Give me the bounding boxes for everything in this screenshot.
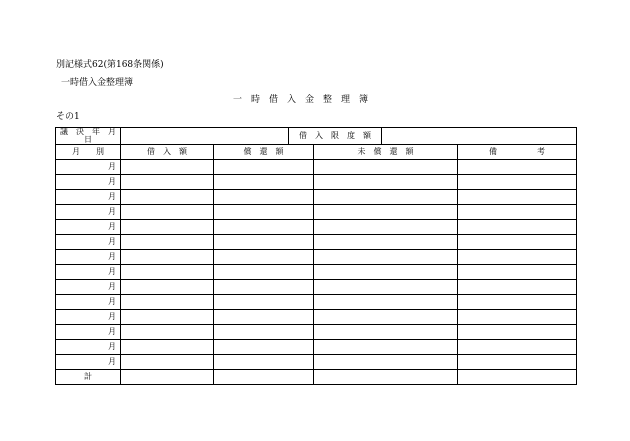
remarks-cell[interactable]: [458, 295, 577, 310]
month-cell[interactable]: 月: [56, 265, 121, 280]
remarks-cell[interactable]: [458, 325, 577, 340]
total-repaid-cell[interactable]: [214, 370, 314, 385]
remarks-cell[interactable]: [458, 280, 577, 295]
remarks-cell[interactable]: [458, 310, 577, 325]
repaid-amount-cell[interactable]: [214, 250, 314, 265]
borrowed-amount-cell[interactable]: [121, 295, 214, 310]
col-borrowed-header: 借 入 額: [121, 145, 214, 160]
col-repaid-header: 償 還 額: [214, 145, 314, 160]
outstanding-amount-cell[interactable]: [314, 175, 458, 190]
month-cell[interactable]: 月: [56, 355, 121, 370]
borrowed-amount-cell[interactable]: [121, 310, 214, 325]
repaid-amount-cell[interactable]: [214, 295, 314, 310]
remarks-cell[interactable]: [458, 220, 577, 235]
borrowed-amount-cell[interactable]: [121, 205, 214, 220]
month-cell[interactable]: 月: [56, 325, 121, 340]
resolution-date-label: 議 決 年 月 日: [56, 128, 121, 145]
col-remarks-header: 備 考: [458, 145, 577, 160]
repaid-amount-cell[interactable]: [214, 310, 314, 325]
ledger-subtitle: 一時借入金整理簿: [61, 78, 134, 88]
outstanding-amount-cell[interactable]: [314, 160, 458, 175]
table-row: [56, 280, 577, 295]
table-row: [56, 235, 577, 250]
remarks-cell[interactable]: [458, 175, 577, 190]
table-row: [56, 220, 577, 235]
month-cell[interactable]: 月: [56, 250, 121, 265]
borrowed-amount-cell[interactable]: [121, 235, 214, 250]
outstanding-amount-cell[interactable]: [314, 205, 458, 220]
borrowed-amount-cell[interactable]: [121, 355, 214, 370]
repaid-amount-cell[interactable]: [214, 175, 314, 190]
table-row: [56, 160, 577, 175]
page-title: 一 時 借 入 金 整 理 簿: [233, 95, 369, 105]
total-remarks-cell[interactable]: [458, 370, 577, 385]
table-row: [56, 295, 577, 310]
part-label: その1: [56, 112, 80, 122]
table-row: [56, 190, 577, 205]
remarks-cell[interactable]: [458, 265, 577, 280]
table-row: [56, 340, 577, 355]
outstanding-amount-cell[interactable]: [314, 265, 458, 280]
repaid-amount-cell[interactable]: [214, 160, 314, 175]
month-cell[interactable]: 月: [56, 340, 121, 355]
remarks-cell[interactable]: [458, 355, 577, 370]
table-row: [56, 325, 577, 340]
outstanding-amount-cell[interactable]: [314, 340, 458, 355]
table-row: [56, 250, 577, 265]
month-cell[interactable]: 月: [56, 175, 121, 190]
borrowed-amount-cell[interactable]: [121, 250, 214, 265]
repaid-amount-cell[interactable]: [214, 220, 314, 235]
borrowed-amount-cell[interactable]: [121, 160, 214, 175]
table-row: [56, 355, 577, 370]
col-month-header: 月 別: [56, 145, 121, 160]
repaid-amount-cell[interactable]: [214, 205, 314, 220]
month-cell[interactable]: 月: [56, 160, 121, 175]
outstanding-amount-cell[interactable]: [314, 220, 458, 235]
month-cell[interactable]: 月: [56, 235, 121, 250]
table-row: [56, 205, 577, 220]
resolution-row: [56, 128, 577, 145]
borrowed-amount-cell[interactable]: [121, 190, 214, 205]
repaid-amount-cell[interactable]: [214, 340, 314, 355]
total-outstanding-cell[interactable]: [314, 370, 458, 385]
repaid-amount-cell[interactable]: [214, 265, 314, 280]
remarks-cell[interactable]: [458, 190, 577, 205]
remarks-cell[interactable]: [458, 340, 577, 355]
total-row: [56, 370, 577, 385]
borrowed-amount-cell[interactable]: [121, 340, 214, 355]
form-reference: 別記様式62(第168条関係): [56, 60, 164, 70]
total-label: 計: [56, 370, 121, 385]
table-row: [56, 310, 577, 325]
outstanding-amount-cell[interactable]: [314, 190, 458, 205]
outstanding-amount-cell[interactable]: [314, 250, 458, 265]
remarks-cell[interactable]: [458, 160, 577, 175]
month-cell[interactable]: 月: [56, 190, 121, 205]
remarks-cell[interactable]: [458, 235, 577, 250]
total-borrowed-cell[interactable]: [121, 370, 214, 385]
borrowed-amount-cell[interactable]: [121, 325, 214, 340]
outstanding-amount-cell[interactable]: [314, 280, 458, 295]
repaid-amount-cell[interactable]: [214, 235, 314, 250]
limit-amount-label: 借 入 限 度 額: [289, 128, 382, 145]
outstanding-amount-cell[interactable]: [314, 235, 458, 250]
borrowed-amount-cell[interactable]: [121, 265, 214, 280]
month-cell[interactable]: 月: [56, 310, 121, 325]
ledger-table: [55, 127, 577, 385]
outstanding-amount-cell[interactable]: [314, 355, 458, 370]
table-row: [56, 265, 577, 280]
month-cell[interactable]: 月: [56, 280, 121, 295]
outstanding-amount-cell[interactable]: [314, 325, 458, 340]
repaid-amount-cell[interactable]: [214, 280, 314, 295]
borrowed-amount-cell[interactable]: [121, 175, 214, 190]
month-cell[interactable]: 月: [56, 295, 121, 310]
resolution-date-field[interactable]: [121, 128, 289, 145]
remarks-cell[interactable]: [458, 250, 577, 265]
limit-amount-field[interactable]: [382, 128, 577, 145]
repaid-amount-cell[interactable]: [214, 190, 314, 205]
remarks-cell[interactable]: [458, 205, 577, 220]
repaid-amount-cell[interactable]: [214, 355, 314, 370]
column-header-row: [56, 145, 577, 160]
outstanding-amount-cell[interactable]: [314, 295, 458, 310]
table-row: [56, 175, 577, 190]
month-cell[interactable]: 月: [56, 205, 121, 220]
month-cell[interactable]: 月: [56, 220, 121, 235]
outstanding-amount-cell[interactable]: [314, 310, 458, 325]
borrowed-amount-cell[interactable]: [121, 280, 214, 295]
borrowed-amount-cell[interactable]: [121, 220, 214, 235]
repaid-amount-cell[interactable]: [214, 325, 314, 340]
col-outstanding-header: 未 償 還 額: [314, 145, 458, 160]
